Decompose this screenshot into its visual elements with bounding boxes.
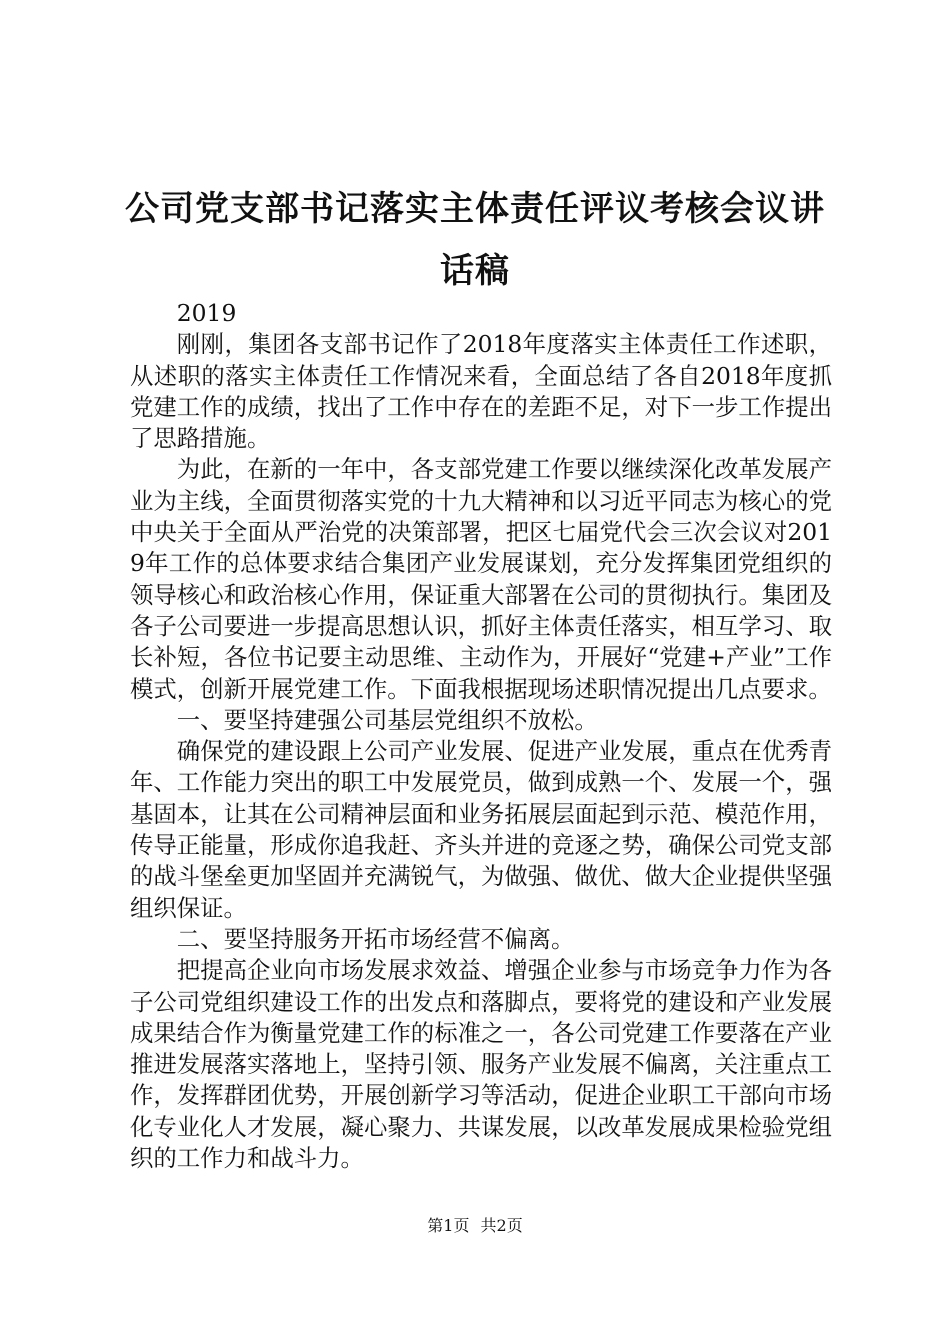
section-heading-2: 二、要坚持服务开拓市场经营不偏离。 [176, 924, 575, 953]
title-line-1: 公司党支部书记落实主体责任评议考核会议讲 [125, 189, 825, 229]
section-heading-1: 一、要坚持建强公司基层党组织不放松。 [176, 705, 598, 734]
paragraph-section-1: 确保党的建设跟上公司产业发展、促进产业发展，重点在优秀青年、工作能力突出的职工中发展党员，做到成熟一个、发展一个，强基固本，让其在公司精神层面和业务拓展层面起到示范、模范作用，传导正能量，形成你追我赶、齐头并进的竞逐之势，确保公司党支部的战斗堡垒更加坚固并充满锐气，为做强、做优、做大企业提供坚强组织保证。 [130, 737, 832, 922]
document-title [100, 178, 850, 302]
paragraph-section-2: 把提高企业向市场发展求效益、增强企业参与市场竞争力作为各子公司党组织建设工作的出发点和落脚点，要将党的建设和产业发展成果结合作为衡量党建工作的标准之一，各公司党建工作要落在产业推进发展落实落地上，坚持引领、服务产业发展不偏离，关注重点工作，发挥群团优势，开展创新学习等活动，促进企业职工干部向市场化专业化人才发展，凝心聚力、共谋发展，以改革发展成果检验党组织的工作力和战斗力。 [130, 956, 832, 1173]
title-line-2: 话稿 [440, 251, 510, 291]
page-number: 第1页 [427, 1216, 470, 1235]
page-total: 共2页 [480, 1216, 523, 1235]
paragraph-opening: 刚刚，集团各支部书记作了2018年度落实主体责任工作述职，从述职的落实主体责任工作情况来看，全面总结了各自2018年度抓党建工作的成绩，找出了工作中存在的差距不足，对下一步工作提出了思路措施。 [130, 330, 832, 453]
page-footer [0, 1216, 950, 1236]
document-body [130, 298, 832, 1174]
document-year: 2019 [176, 299, 237, 327]
paragraph-requirements-intro: 为此，在新的一年中，各支部党建工作要以继续深化改革发展产业为主线，全面贯彻落实党的十九大精神和以习近平同志为核心的党中央关于全面从严治党的决策部署，把区七届党代会三次会议对2019年工作的总体要求结合集团产业发展谋划，充分发挥集团党组织的领导核心和政治核心作用，保证重大部署在公司的贯彻执行。集团及各子公司要进一步提高思想认识，抓好主体责任落实，相互学习、取长补短，各位书记要主动思维、主动作为，开展好“党建+产业”工作模式，创新开展党建工作。下面我根据现场述职情况提出几点要求。 [130, 455, 832, 703]
